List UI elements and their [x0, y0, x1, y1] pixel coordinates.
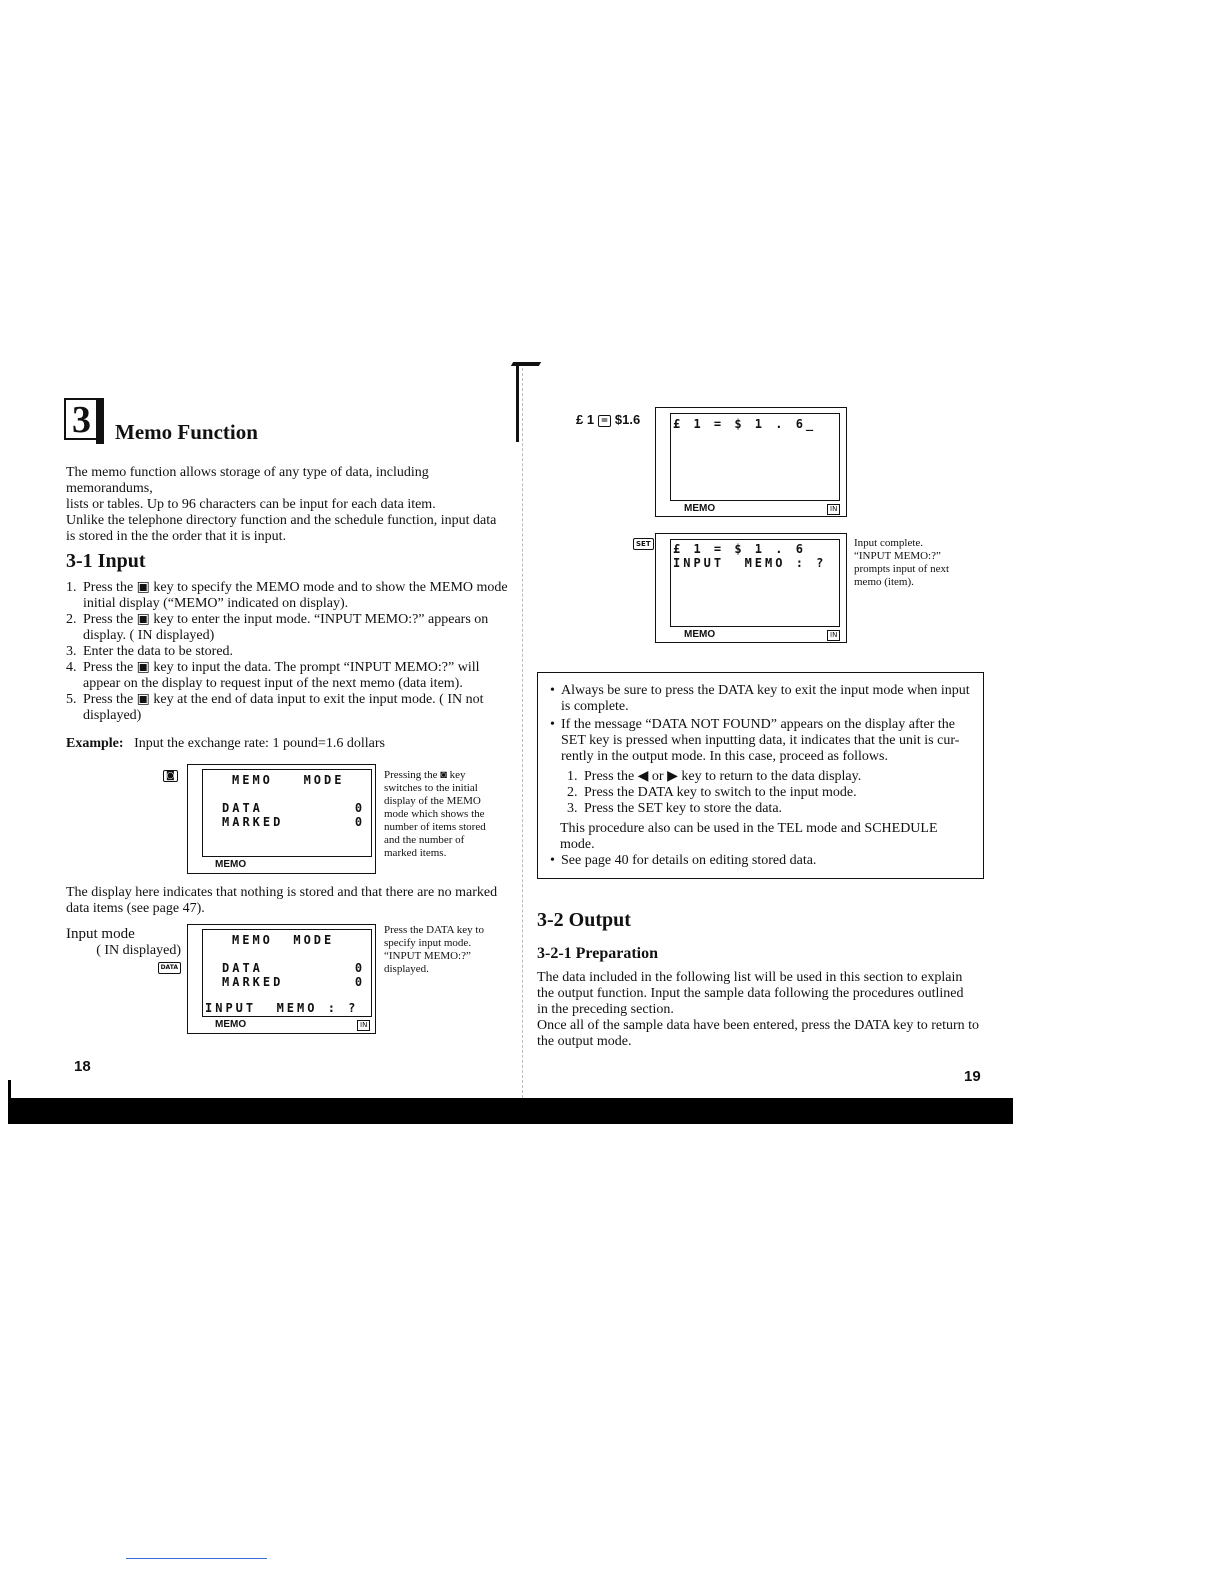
note-line: memo (item). [854, 576, 914, 588]
substep-number: 1. [567, 769, 578, 784]
lcd-line: MARKED 0 [222, 975, 366, 989]
left-edge-mark [8, 1080, 11, 1100]
set-key-icon: SET [633, 538, 654, 550]
step-line: Press the ▣ key to enter the input mode. “INPUT MEMO:?” appears on [83, 612, 489, 627]
key-seq-part: $1.6 [614, 412, 641, 427]
lcd-display-rate-entry [655, 407, 847, 517]
note-line: See page 40 for details on editing stored data. [561, 853, 817, 868]
key-seq-part: £ 1 [576, 412, 595, 427]
step-line: Press the ▣ key to input the data. The prompt “INPUT MEMO:?” will [83, 660, 480, 675]
lcd-display-input-mode [187, 924, 376, 1034]
page-number-left: 18 [74, 1058, 91, 1075]
equals-key-icon: = [598, 415, 612, 427]
data-key-icon: DATA [158, 962, 181, 974]
crop-mark-stem [516, 362, 519, 442]
lcd-line: £ 1 = $ 1 . 6_ [673, 417, 817, 431]
preparation-paragraph [537, 970, 987, 1050]
chapter-box-shadow [96, 398, 104, 444]
display2-note [384, 924, 512, 976]
note-line: Always be sure to press the DATA key to exit the input mode when input [561, 683, 970, 698]
key-sequence [576, 412, 640, 427]
text-line: Once all of the sample data have been entered, press the DATA key to return to [537, 1018, 980, 1033]
lcd-line: MEMO MODE [232, 773, 345, 787]
side-label-line: Input mode [66, 926, 135, 942]
subsection-heading-preparation: 3-2-1 Preparation [537, 945, 659, 962]
page-number-right: 19 [964, 1068, 981, 1085]
display-explanation [66, 885, 518, 917]
text-line: The data included in the following list will be used in this section to explain [537, 970, 963, 985]
note-line: is complete. [561, 699, 629, 714]
step-line: initial display (“MEMO” indicated on display). [83, 596, 349, 611]
note-line: specify input mode. [384, 937, 472, 949]
note-line: “INPUT MEMO:?” [854, 550, 941, 562]
bullet-icon: • [550, 853, 555, 868]
note-line: switches to the initial [384, 782, 478, 794]
note-line: mode. [560, 837, 595, 852]
substep-item [546, 785, 976, 801]
notes-box [537, 672, 984, 879]
intro-line: Unlike the telephone directory function and the schedule function, input data [66, 513, 497, 528]
note-line: displayed. [384, 963, 429, 975]
side-label-line: ( IN displayed) [96, 943, 181, 958]
lcd-display-input-complete [655, 533, 847, 643]
lcd-footer-label: MEMO [684, 629, 716, 640]
bullet-icon: • [550, 717, 555, 732]
note-line: mode which shows the [384, 808, 485, 820]
note-line: prompts input of next [854, 563, 950, 575]
page-gutter [522, 368, 523, 1098]
input-mode-label [66, 926, 181, 977]
step-item [66, 644, 516, 660]
notes-content [546, 683, 976, 869]
text-line: The display here indicates that nothing is stored and that there are no marked [66, 885, 498, 900]
intro-line: is stored in the the order that it is input. [66, 529, 287, 544]
lcd-footer-label: MEMO [215, 1019, 247, 1030]
note-bullet [546, 717, 976, 765]
step-item [66, 692, 516, 724]
text-line: in the preceding section. [537, 1002, 674, 1017]
step-number: 3. [66, 644, 77, 659]
step-number: 1. [66, 580, 77, 595]
note-line: If the message “DATA NOT FOUND” appears on the display after the [561, 717, 956, 732]
substep-number: 2. [567, 785, 578, 800]
note-line: Pressing the ◙ key [384, 769, 466, 781]
lcd-line: MARKED 0 [222, 815, 366, 829]
note-after [546, 821, 976, 853]
note-line: number of items stored [384, 821, 486, 833]
note-line: and the number of [384, 834, 465, 846]
note-bullet [546, 683, 976, 715]
lcd-display-memo-mode [187, 764, 376, 874]
note-line: “INPUT MEMO:?” [384, 950, 471, 962]
intro-line: The memo function allows storage of any type of data, including memorandums, [66, 465, 429, 496]
step-line: Enter the data to be stored. [83, 644, 234, 659]
step-line: appear on the display to request input of the next memo (data item). [83, 676, 463, 691]
step-line: display. ( IN displayed) [83, 628, 215, 643]
lcd-footer-label: MEMO [684, 503, 716, 514]
note-line: This procedure also can be used in the TEL mode and SCHEDULE [560, 821, 938, 836]
lcd-line: DATA 0 [222, 961, 366, 975]
lcd-footer-label: MEMO [215, 859, 247, 870]
chapter-number-box [64, 398, 100, 440]
intro-paragraph [66, 465, 516, 545]
note-line: SET key is pressed when inputting data, it indicates that the unit is cur- [561, 733, 960, 748]
note-line: rently in the output mode. In this case, proceed as follows. [561, 749, 888, 764]
step-line: Press the ▣ key to specify the MEMO mode and to show the MEMO mode [83, 580, 508, 595]
note-line: display of the MEMO [384, 795, 481, 807]
note-line: marked items. [384, 847, 447, 859]
example-text: Input the exchange rate: 1 pound=1.6 dollars [134, 736, 385, 751]
step-number: 4. [66, 660, 77, 675]
lcd-line: £ 1 = $ 1 . 6 [673, 542, 806, 556]
display1-note [384, 769, 512, 860]
step-item [66, 660, 516, 692]
footer-link-line [126, 1558, 267, 1559]
note-line: Input complete. [854, 537, 924, 549]
lcd-line: INPUT MEMO : ? [205, 1001, 359, 1015]
in-indicator-icon: IN [357, 1020, 370, 1031]
note-bullet [546, 853, 976, 869]
note-substeps [546, 769, 976, 817]
section-heading-input: 3-1 Input [66, 550, 146, 572]
display4-note [854, 537, 984, 589]
example-line [66, 736, 385, 752]
intro-line: lists or tables. Up to 96 characters can be input for each data item. [66, 497, 436, 512]
step-number: 5. [66, 692, 77, 707]
section-heading-output: 3-2 Output [537, 909, 631, 931]
in-indicator-icon: IN [827, 630, 840, 641]
substep-number: 3. [567, 801, 578, 816]
step-item [66, 580, 516, 612]
substep-item [546, 769, 976, 785]
lcd-line: DATA 0 [222, 801, 366, 815]
step-number: 2. [66, 612, 77, 627]
lcd-line: MEMO MODE [232, 933, 335, 947]
in-indicator-icon: IN [827, 504, 840, 515]
step-line: Press the ▣ key at the end of data input to exit the input mode. ( IN not [83, 692, 484, 707]
substep-text: Press the DATA key to switch to the input mode. [584, 785, 857, 800]
substep-text: Press the SET key to store the data. [584, 801, 783, 816]
chapter-number: 3 [72, 399, 91, 441]
lcd-line: INPUT MEMO : ? [673, 556, 827, 570]
step-line: displayed) [83, 708, 142, 723]
substep-item [546, 801, 976, 817]
chapter-title: Memo Function [115, 420, 258, 444]
substep-text: Press the ◀ or ▶ key to return to the data display. [584, 769, 862, 784]
note-line: Press the DATA key to [384, 924, 484, 936]
bottom-bar [8, 1098, 1013, 1124]
bullet-icon: • [550, 683, 555, 698]
text-line: data items (see page 47). [66, 901, 205, 916]
example-label: Example: [66, 736, 124, 751]
input-steps [66, 580, 516, 724]
memo-key-icon: ◙ [163, 770, 178, 782]
text-line: the output function. Input the sample data following the procedures outlined [537, 986, 964, 1001]
step-item [66, 612, 516, 644]
text-line: the output mode. [537, 1034, 632, 1049]
